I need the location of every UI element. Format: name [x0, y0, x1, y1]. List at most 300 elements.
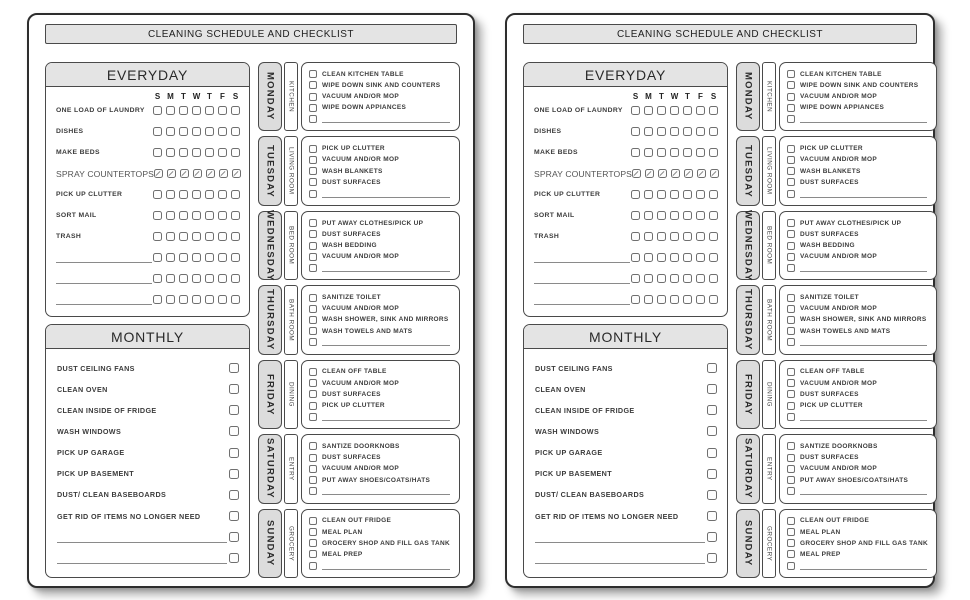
checkbox[interactable] — [309, 465, 317, 473]
everyday-row — [534, 146, 718, 159]
weekday-checkboxes — [153, 127, 240, 136]
checkbox[interactable] — [787, 454, 795, 462]
room-name: KITCHEN — [287, 81, 295, 113]
weekday-letters — [534, 92, 718, 101]
checkbox[interactable] — [707, 384, 717, 394]
checkbox[interactable] — [709, 232, 718, 241]
checkbox[interactable] — [787, 264, 795, 272]
day-name: WEDNESDAY — [264, 209, 276, 282]
blank-write-line — [322, 413, 450, 421]
checkbox[interactable] — [697, 169, 706, 178]
checkbox[interactable] — [309, 156, 317, 164]
checkbox[interactable] — [231, 211, 240, 220]
checkbox[interactable] — [153, 295, 162, 304]
checkbox[interactable] — [232, 169, 241, 178]
checkbox[interactable] — [658, 169, 667, 178]
checklist-item — [787, 178, 928, 186]
checkbox[interactable] — [153, 274, 162, 283]
checkbox[interactable] — [707, 532, 717, 542]
day-tab — [736, 62, 760, 131]
checkbox[interactable] — [787, 390, 795, 398]
checkbox[interactable] — [231, 253, 240, 262]
checkbox[interactable] — [231, 148, 240, 157]
checkbox[interactable] — [179, 232, 188, 241]
checkbox[interactable] — [309, 104, 317, 112]
checkbox[interactable] — [696, 148, 705, 157]
checkbox[interactable] — [218, 211, 227, 220]
checkbox[interactable] — [218, 295, 227, 304]
checkbox[interactable] — [153, 190, 162, 199]
item-label: SANITIZE TOILET — [322, 294, 381, 301]
item-label: WASH TOWELS AND MATS — [322, 327, 413, 335]
checkbox[interactable] — [644, 274, 653, 283]
checkbox[interactable] — [787, 368, 795, 376]
checkbox[interactable] — [192, 295, 201, 304]
checkbox[interactable] — [683, 106, 692, 115]
day-tab — [258, 62, 282, 131]
weekday-checkboxes — [153, 232, 240, 241]
checkbox[interactable] — [179, 295, 188, 304]
day-block-sunday — [736, 509, 937, 578]
checkbox[interactable] — [631, 190, 640, 199]
checkbox[interactable] — [309, 305, 317, 313]
checkbox[interactable] — [309, 81, 317, 89]
checkbox[interactable] — [657, 253, 666, 262]
checklist-item — [309, 178, 451, 186]
checkbox[interactable] — [166, 211, 175, 220]
checkbox[interactable] — [707, 405, 717, 415]
checkbox[interactable] — [632, 169, 641, 178]
checkbox[interactable] — [645, 169, 654, 178]
checkbox[interactable] — [153, 253, 162, 262]
checkbox[interactable] — [787, 156, 795, 164]
day-tab — [736, 211, 760, 280]
checkbox[interactable] — [309, 476, 317, 484]
checkbox[interactable] — [707, 469, 717, 479]
checkbox[interactable] — [787, 413, 795, 421]
checkbox[interactable] — [153, 211, 162, 220]
checkbox[interactable] — [787, 487, 795, 495]
blank-write-line — [322, 190, 450, 198]
checkbox[interactable] — [709, 253, 718, 262]
day-block-tuesday — [258, 136, 460, 205]
checkbox[interactable] — [644, 211, 653, 220]
task-label: PICK UP GARAGE — [535, 448, 603, 458]
checkbox[interactable] — [709, 127, 718, 136]
checklist-item — [309, 454, 451, 462]
item-label: CLEAN KITCHEN TABLE — [800, 70, 882, 78]
checkbox[interactable] — [696, 253, 705, 262]
checkbox[interactable] — [683, 211, 692, 220]
checkbox[interactable] — [670, 148, 679, 157]
checkbox[interactable] — [670, 274, 679, 283]
checkbox[interactable] — [231, 232, 240, 241]
checkbox[interactable] — [218, 253, 227, 262]
checkbox[interactable] — [229, 469, 239, 479]
checkbox[interactable] — [787, 145, 795, 153]
checkbox[interactable] — [707, 448, 717, 458]
checkbox[interactable] — [309, 528, 317, 536]
checkbox[interactable] — [787, 528, 795, 536]
checkbox[interactable] — [670, 232, 679, 241]
checkbox[interactable] — [192, 190, 201, 199]
checkbox[interactable] — [644, 106, 653, 115]
weekday-letter: M — [167, 92, 174, 101]
room-tab — [284, 509, 298, 578]
checkbox[interactable] — [657, 190, 666, 199]
checkbox[interactable] — [179, 211, 188, 220]
checkbox[interactable] — [179, 274, 188, 283]
checkbox[interactable] — [309, 442, 317, 450]
checkbox[interactable] — [309, 253, 317, 261]
checkbox[interactable] — [710, 169, 719, 178]
weekday-checkboxes — [153, 253, 240, 262]
checkbox[interactable] — [696, 190, 705, 199]
checkbox[interactable] — [787, 442, 795, 450]
checkbox[interactable] — [787, 465, 795, 473]
checkbox[interactable] — [309, 230, 317, 238]
checkbox[interactable] — [309, 178, 317, 186]
item-label: WASH BLANKETS — [800, 167, 861, 175]
checkbox[interactable] — [206, 169, 215, 178]
checkbox[interactable] — [683, 190, 692, 199]
checkbox[interactable] — [309, 454, 317, 462]
item-label: VACUUM AND/OR MOP — [322, 465, 399, 473]
item-label: CLEAN OUT FRIDGE — [322, 517, 392, 525]
checkbox[interactable] — [709, 211, 718, 220]
checkbox[interactable] — [670, 295, 679, 304]
left-column — [45, 62, 250, 578]
checklist-item — [787, 562, 928, 570]
checkbox[interactable] — [670, 253, 679, 262]
weekday-checkboxes — [631, 106, 718, 115]
monthly-heading: MONTHLY — [46, 325, 249, 349]
checkbox[interactable] — [644, 127, 653, 136]
checkbox[interactable] — [229, 426, 239, 436]
checkbox[interactable] — [205, 211, 214, 220]
checkbox[interactable] — [787, 190, 795, 198]
checkbox[interactable] — [707, 511, 717, 521]
checkbox[interactable] — [657, 106, 666, 115]
checkbox[interactable] — [696, 106, 705, 115]
checkbox[interactable] — [192, 211, 201, 220]
checkbox[interactable] — [192, 232, 201, 241]
checkbox[interactable] — [707, 363, 717, 373]
checkbox[interactable] — [670, 106, 679, 115]
checkbox[interactable] — [309, 327, 317, 335]
checkbox[interactable] — [309, 487, 317, 495]
checkbox[interactable] — [657, 274, 666, 283]
task-label: SORT MAIL — [56, 212, 97, 220]
checklist-item — [787, 327, 928, 335]
checkbox[interactable] — [166, 232, 175, 241]
checkbox[interactable] — [229, 448, 239, 458]
item-label: WASH BLANKETS — [322, 167, 383, 175]
everyday-row — [56, 230, 240, 243]
checkbox[interactable] — [309, 550, 317, 558]
checkbox[interactable] — [787, 539, 795, 547]
checkbox[interactable] — [696, 232, 705, 241]
everyday-row — [56, 167, 240, 180]
checkbox[interactable] — [631, 106, 640, 115]
task-label: DUST/ CLEAN BASEBOARDS — [535, 490, 645, 500]
checkbox[interactable] — [309, 219, 317, 227]
checkbox[interactable] — [179, 148, 188, 157]
checkbox[interactable] — [684, 169, 693, 178]
checkbox[interactable] — [166, 190, 175, 199]
checkbox[interactable] — [166, 148, 175, 157]
checkbox[interactable] — [218, 232, 227, 241]
checklist-item — [309, 156, 451, 164]
checkbox[interactable] — [309, 562, 317, 570]
checkbox[interactable] — [179, 190, 188, 199]
checkbox[interactable] — [709, 274, 718, 283]
checkbox[interactable] — [167, 169, 176, 178]
checkbox[interactable] — [787, 219, 795, 227]
checkbox[interactable] — [205, 106, 214, 115]
checkbox[interactable] — [309, 379, 317, 387]
checkbox[interactable] — [192, 253, 201, 262]
checkbox[interactable] — [218, 148, 227, 157]
checkbox[interactable] — [657, 295, 666, 304]
checkbox[interactable] — [192, 127, 201, 136]
checkbox[interactable] — [657, 148, 666, 157]
checkbox[interactable] — [657, 211, 666, 220]
checkbox[interactable] — [787, 338, 795, 346]
checkbox[interactable] — [787, 104, 795, 112]
weekday-letter: T — [181, 92, 186, 101]
checkbox[interactable] — [631, 211, 640, 220]
checkbox[interactable] — [696, 211, 705, 220]
checkbox[interactable] — [229, 553, 239, 563]
checkbox[interactable] — [787, 167, 795, 175]
checkbox[interactable] — [670, 190, 679, 199]
checkbox[interactable] — [787, 178, 795, 186]
checkbox[interactable] — [644, 190, 653, 199]
checkbox[interactable] — [309, 413, 317, 421]
checkbox[interactable] — [179, 106, 188, 115]
checkbox[interactable] — [631, 148, 640, 157]
monthly-row — [57, 362, 239, 375]
checkbox[interactable] — [631, 274, 640, 283]
item-label: WIPE DOWN APPIANCES — [800, 104, 885, 112]
checkbox[interactable] — [229, 405, 239, 415]
checkbox[interactable] — [192, 106, 201, 115]
checkbox[interactable] — [231, 274, 240, 283]
checkbox[interactable] — [644, 295, 653, 304]
checkbox[interactable] — [683, 127, 692, 136]
checkbox[interactable] — [179, 127, 188, 136]
monthly-row — [535, 383, 717, 396]
item-label: DUST SURFACES — [322, 454, 381, 462]
checkbox[interactable] — [229, 384, 239, 394]
checkbox[interactable] — [683, 274, 692, 283]
weekly-column — [258, 62, 460, 578]
checkbox[interactable] — [192, 274, 201, 283]
blank-write-line — [322, 115, 450, 123]
checkbox[interactable] — [205, 253, 214, 262]
checkbox[interactable] — [231, 190, 240, 199]
checkbox[interactable] — [631, 232, 640, 241]
checkbox[interactable] — [309, 368, 317, 376]
checkbox[interactable] — [709, 295, 718, 304]
task-label: ONE LOAD OF LAUNDRY — [56, 107, 145, 114]
checkbox[interactable] — [231, 127, 240, 136]
checkbox[interactable] — [229, 511, 239, 521]
task-label: MAKE BEDS — [534, 149, 578, 157]
checkbox[interactable] — [166, 253, 175, 262]
checkbox[interactable] — [179, 253, 188, 262]
checkbox[interactable] — [787, 230, 795, 238]
checkbox[interactable] — [166, 127, 175, 136]
checkbox[interactable] — [180, 169, 189, 178]
room-name: BATH ROOM — [287, 298, 295, 342]
task-label: CLEAN OVEN — [57, 384, 108, 394]
task-label: CLEAN INSIDE OF FRIDGE — [535, 405, 635, 415]
checkbox[interactable] — [644, 148, 653, 157]
checkbox[interactable] — [309, 115, 317, 123]
checkbox[interactable] — [787, 93, 795, 101]
monthly-row — [57, 488, 239, 501]
checkbox[interactable] — [644, 253, 653, 262]
item-label: CLEAN KITCHEN TABLE — [322, 70, 404, 78]
room-name: ENTRY — [765, 456, 773, 481]
checkbox[interactable] — [709, 148, 718, 157]
day-tab — [258, 285, 282, 354]
checkbox[interactable] — [696, 295, 705, 304]
checkbox[interactable] — [670, 211, 679, 220]
checkbox[interactable] — [787, 253, 795, 261]
checkbox[interactable] — [709, 190, 718, 199]
checkbox[interactable] — [707, 553, 717, 563]
checkbox[interactable] — [229, 490, 239, 500]
checkbox[interactable] — [205, 148, 214, 157]
checkbox[interactable] — [787, 476, 795, 484]
task-label: WASH WINDOWS — [57, 426, 122, 436]
checkbox[interactable] — [166, 106, 175, 115]
checklist-item — [309, 528, 451, 536]
checkbox[interactable] — [631, 295, 640, 304]
task-label: PICK UP GARAGE — [57, 448, 125, 458]
monthly-row — [57, 467, 239, 480]
checkbox[interactable] — [309, 402, 317, 410]
checkbox[interactable] — [657, 127, 666, 136]
checkbox[interactable] — [154, 169, 163, 178]
checklist-item — [309, 264, 451, 272]
checkbox[interactable] — [707, 490, 717, 500]
checkbox[interactable] — [205, 190, 214, 199]
checkbox[interactable] — [671, 169, 680, 178]
day-checklist-card — [779, 136, 937, 205]
checkbox[interactable] — [309, 294, 317, 302]
everyday-row — [56, 104, 240, 117]
checkbox[interactable] — [309, 145, 317, 153]
checkbox[interactable] — [309, 93, 317, 101]
checkbox[interactable] — [696, 127, 705, 136]
checkbox[interactable] — [670, 127, 679, 136]
checkbox[interactable] — [787, 115, 795, 123]
checkbox[interactable] — [309, 390, 317, 398]
checkbox[interactable] — [787, 242, 795, 250]
checkbox[interactable] — [657, 232, 666, 241]
weekday-letter: F — [220, 92, 225, 101]
checklist-item — [787, 156, 928, 164]
item-label: WASH TOWELS AND MATS — [800, 327, 891, 335]
checkbox[interactable] — [683, 295, 692, 304]
checkbox[interactable] — [231, 295, 240, 304]
checkbox[interactable] — [219, 169, 228, 178]
checkbox[interactable] — [231, 106, 240, 115]
checklist-item — [309, 316, 451, 324]
checkbox[interactable] — [193, 169, 202, 178]
checkbox[interactable] — [309, 517, 317, 525]
checkbox[interactable] — [707, 426, 717, 436]
checkbox[interactable] — [229, 532, 239, 542]
checkbox[interactable] — [309, 338, 317, 346]
checkbox[interactable] — [309, 539, 317, 547]
weekday-letter: S — [154, 92, 161, 101]
checkbox[interactable] — [787, 305, 795, 313]
weekday-letter: S — [710, 92, 717, 101]
checkbox[interactable] — [683, 232, 692, 241]
checkbox[interactable] — [218, 190, 227, 199]
day-checklist-card — [301, 434, 460, 503]
checkbox[interactable] — [709, 106, 718, 115]
checkbox[interactable] — [166, 274, 175, 283]
checkbox[interactable] — [205, 232, 214, 241]
checkbox[interactable] — [153, 127, 162, 136]
checkbox[interactable] — [787, 316, 795, 324]
checkbox[interactable] — [787, 70, 795, 78]
checkbox[interactable] — [205, 127, 214, 136]
checkbox[interactable] — [644, 232, 653, 241]
checkbox[interactable] — [153, 106, 162, 115]
checkbox[interactable] — [218, 127, 227, 136]
checkbox[interactable] — [192, 148, 201, 157]
checkbox[interactable] — [205, 295, 214, 304]
checkbox[interactable] — [166, 295, 175, 304]
checkbox[interactable] — [309, 167, 317, 175]
checkbox[interactable] — [696, 274, 705, 283]
blank-write-line — [56, 294, 152, 305]
checkbox[interactable] — [153, 232, 162, 241]
checkbox[interactable] — [631, 127, 640, 136]
checkbox[interactable] — [309, 190, 317, 198]
checkbox[interactable] — [683, 253, 692, 262]
checkbox[interactable] — [787, 550, 795, 558]
checkbox[interactable] — [218, 274, 227, 283]
checkbox[interactable] — [631, 253, 640, 262]
checkbox[interactable] — [309, 264, 317, 272]
checklist-item — [309, 517, 451, 525]
checkbox[interactable] — [787, 294, 795, 302]
checkbox[interactable] — [787, 517, 795, 525]
checkbox[interactable] — [787, 81, 795, 89]
checkbox[interactable] — [229, 363, 239, 373]
checkbox[interactable] — [787, 379, 795, 387]
checkbox[interactable] — [787, 562, 795, 570]
checkbox[interactable] — [309, 70, 317, 78]
checkbox[interactable] — [205, 274, 214, 283]
checkbox[interactable] — [787, 402, 795, 410]
page-title-bar — [523, 24, 917, 44]
checkbox[interactable] — [218, 106, 227, 115]
checkbox[interactable] — [787, 327, 795, 335]
checkbox[interactable] — [683, 148, 692, 157]
checkbox[interactable] — [309, 316, 317, 324]
checkbox[interactable] — [153, 148, 162, 157]
checkbox[interactable] — [309, 242, 317, 250]
